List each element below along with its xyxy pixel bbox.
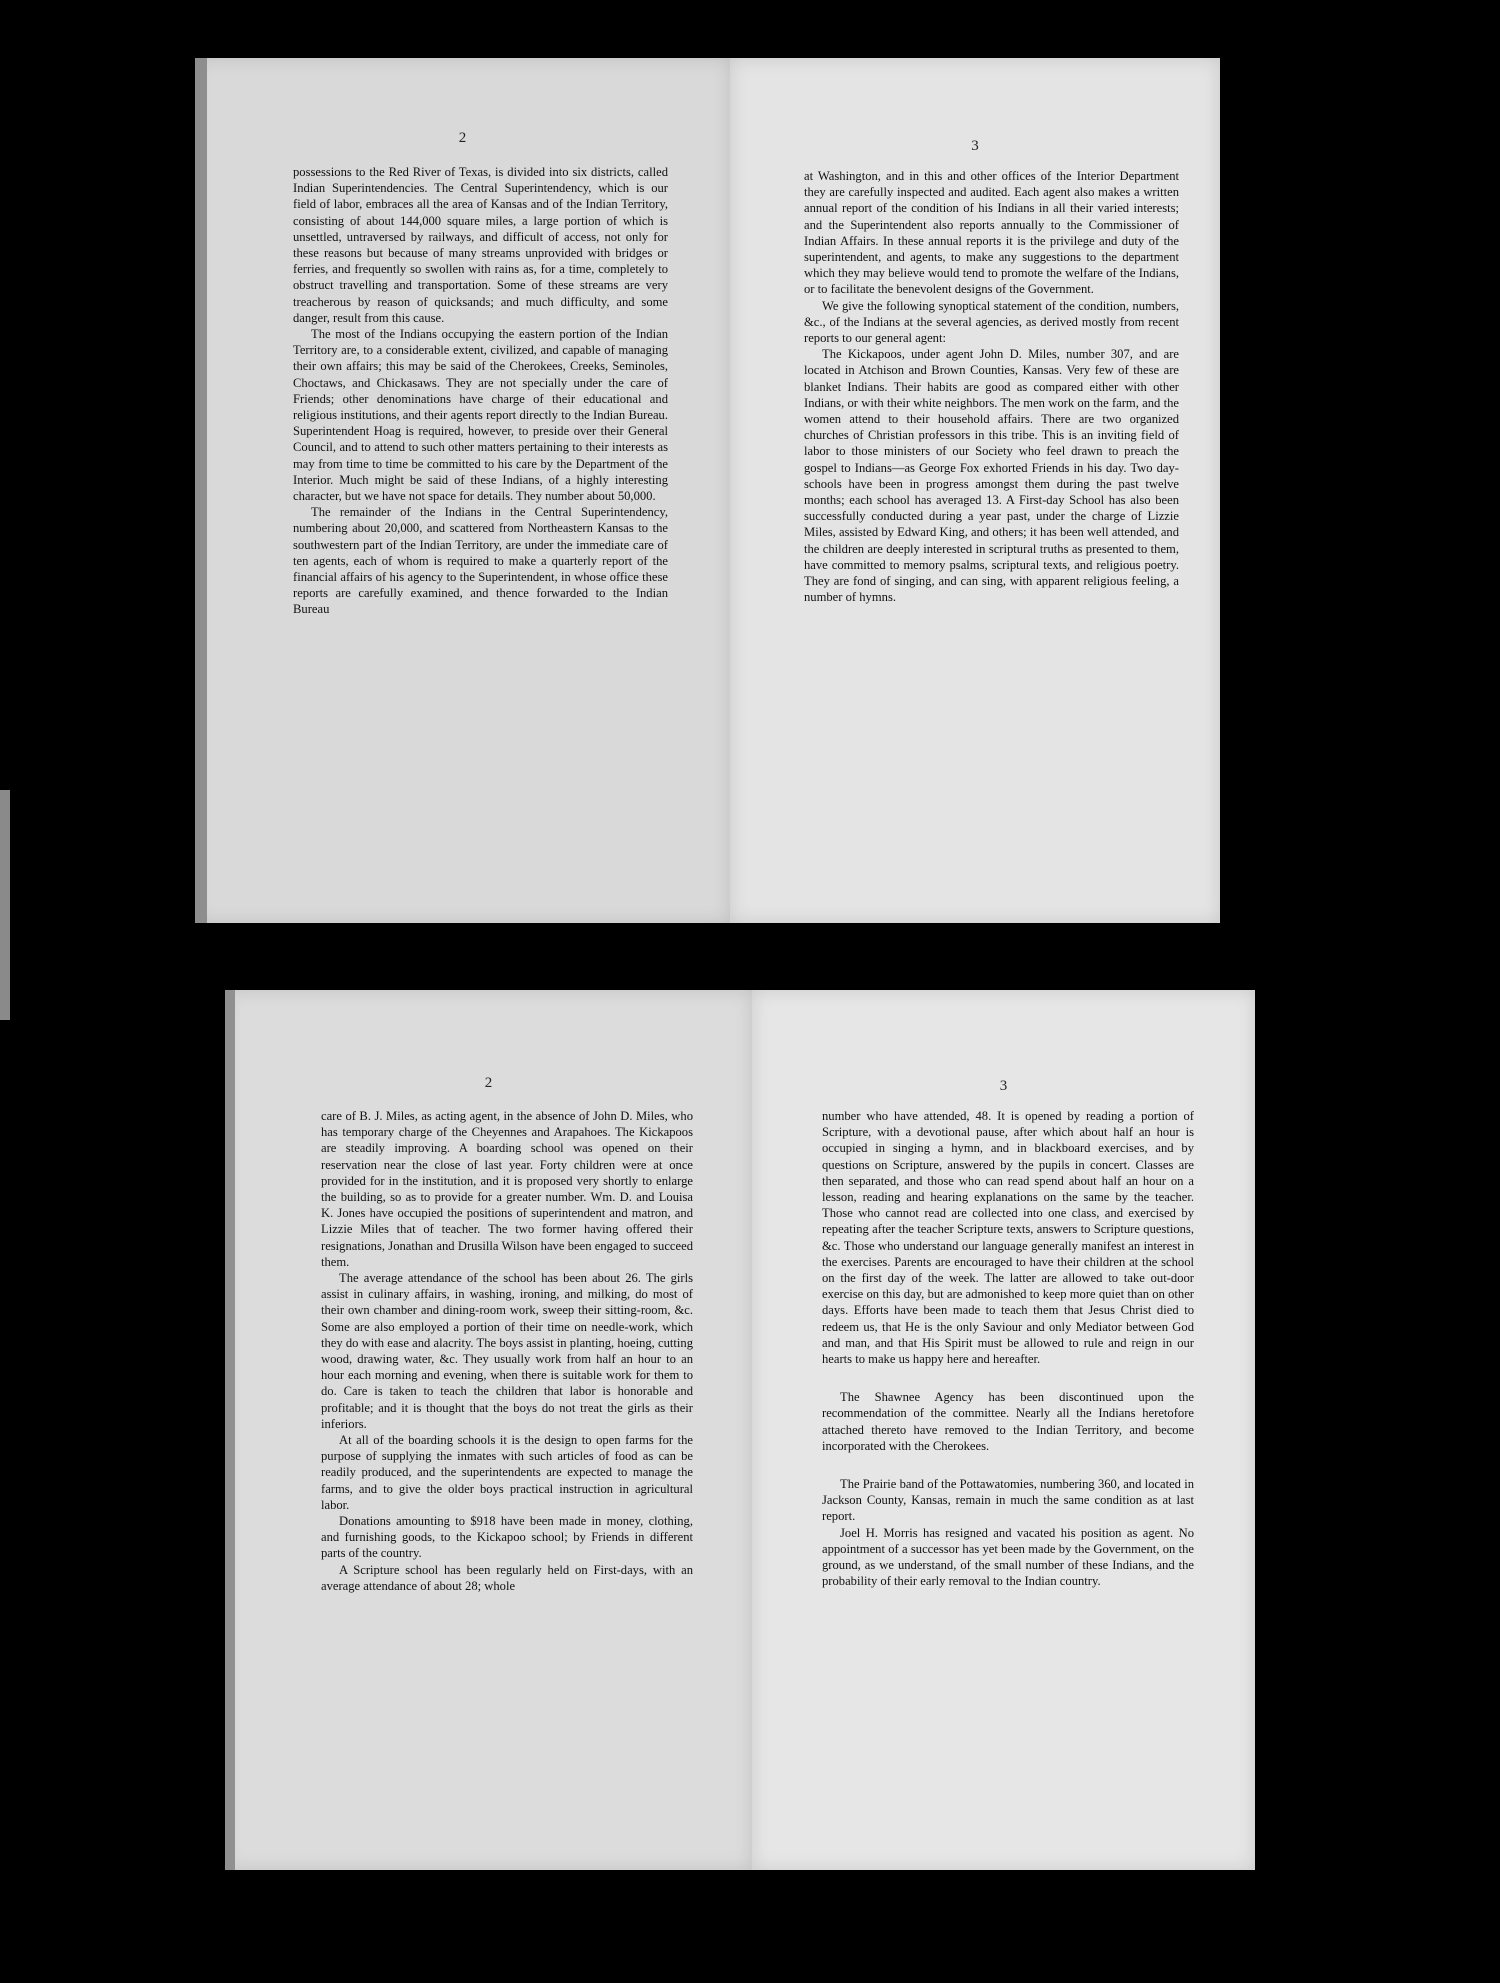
top-spread [195, 58, 1220, 923]
binding-edge [0, 790, 10, 1020]
bottom-right-page [752, 990, 1255, 1870]
page-text [822, 1108, 1194, 1589]
paragraph: at Washington, and in this and other offices of the Interior Department they are carefully inspected and audited. Each agent also makes a written annual report of the condition of his Indians in all their varied interests; and the Superintendent also reports annually to the Commissioner of Indian Affairs. In these annual reports it is the privilege and duty of the superintendent, and agents, to make any suggestions to the department which they may believe would tend to promote the welfare of the Indians, or to facilitate the benevolent designs of the Government. [804, 169, 1179, 297]
page-text [804, 168, 1179, 605]
paragraph: The most of the Indians occupying the eastern portion of the Indian Territory are, to a considerable extent, civilized, and capable of managing their own affairs; this may be said of the Cherokees, Creeks, Seminoles, Choctaws, and Chickasaws. They are not specially under the care of Friends; other denominations have charge of their educational and religious institutions, and their agents report directly to the Indian Bureau. Superintendent Hoag is required, however, to preside over their General Council, and to attend to such other matters pertaining to their interests as may from time to time be committed to his care by the Department of the Interior. Much might be said of these Indians, of a highly interesting character, but we have not space for details. They number about 50,000. [293, 327, 668, 504]
paragraph: The average attendance of the school has been about 26. The girls assist in culinary affairs, in washing, ironing, and milking, do most of their own chamber and dining-room work, sweep their sitting-room, &c. Some are also employed a portion of their time on needle-work, which they do with ease and alacrity. The boys assist in planting, hoeing, cutting wood, drawing water, &c. They usually work from half an hour to an hour each morning and evening, when there is suitable work for them to do. Care is taken to teach the children that labor is honorable and profitable; and it is thought that the boys do not treat the girls as their inferiors. [321, 1271, 693, 1431]
page-number: 3 [971, 138, 979, 154]
paragraph: The Shawnee Agency has been discontinued upon the recommendation of the committee. Nearly all the Indians heretofore attached thereto have removed to the Indian Territory, and become incorporated with the Cherokees. [822, 1390, 1194, 1453]
paragraph: number who have attended, 48. It is opened by reading a portion of Scripture, with a devotional pause, after which about half an hour is occupied in singing a hymn, and in blackboard exercises, and by questions on Scripture, answered by the pupils in concert. Classes are then separated, and those who can read spend about half an hour on a lesson, reading and hearing explanations on the same by the teacher. Those who cannot read are collected into one class, and exercised by repeating after the teacher Scripture texts, answers to Scripture questions, &c. Those who understand our language generally manifest an interest in the exercises. Parents are encouraged to have their children at the school on the first day of the week. The latter are allowed to take out-door exercise on this day, but are admonished to keep more quiet than on other days. Efforts have been made to teach them that Jesus Christ died to redeem us, that He is the only Saviour and only Mediator between God and man, and that His Spirit must be allowed to rule and reign in our hearts to make us happy here and hereafter. [822, 1109, 1194, 1367]
paragraph: At all of the boarding schools it is the design to open farms for the purpose of supplying the inmates with such articles of food as can be readily produced, and the superintendents are expected to manage the farms, and to give the older boys practical instruction in agricultural labor. [321, 1433, 693, 1512]
page-number: 2 [484, 1075, 493, 1091]
paragraph: The remainder of the Indians in the Central Superintendency, numbering about 20,000, and scattered from Northeastern Kansas to the southwestern part of the Indian Territory, are under the immediate care of ten agents, each of whom is required to make a quarterly report of the financial affairs of his agency to the Superintendent, in whose office these reports are carefully examined, and thence forwarded to the Indian Bureau [293, 505, 668, 617]
paragraph: Joel H. Morris has resigned and vacated his position as agent. No appointment of a successor has yet been made by the Government, on the ground, as we understand, of the small number of these Indians, and the probability of their early removal to the Indian country. [822, 1525, 1194, 1589]
top-right-page [730, 58, 1220, 923]
paragraph: possessions to the Red River of Texas, is divided into six districts, called Indian Superintendencies. The Central Superintendency, which is our field of labor, embraces all the area of Kansas and of the Indian Territory, consisting of about 144,000 square miles, a large portion of which is unsettled, untraversed by railways, and difficult of access, not only for these reasons but because of many streams unprovided with bridges or ferries, and frequently so swollen with rains as, for a time, completely to obstruct travelling and transportation. Some of these streams are very treacherous by reason of quicksands; and much difficulty, and some danger, result from this cause. [293, 165, 668, 325]
paragraph: A Scripture school has been regularly held on First-days, with an average attendance of about 28; whole [321, 1562, 693, 1593]
page-text [321, 1108, 693, 1594]
paragraph: care of B. J. Miles, as acting agent, in the absence of John D. Miles, who has temporary charge of the Cheyennes and Arapahoes. The Kickapoos are steadily improving. A boarding school was opened on their reservation near the close of last year. Forty children were at once provided for in the institution, and it is proposed very shortly to enlarge the building, so as to provide for a greater number. Wm. D. and Louisa K. Jones have occupied the positions of superintendent and matron, and Lizzie Miles that of teacher. The two former having offered their resignations, Jonathan and Drusilla Wilson have been engaged to succeed them. [321, 1109, 693, 1269]
page-number: 2 [458, 130, 467, 146]
top-left-page [195, 58, 730, 923]
paragraph: We give the following synoptical statement of the condition, numbers, &c., of the Indians at the several agencies, as derived mostly from recent reports to our general agent: [804, 298, 1179, 346]
paragraph: The Prairie band of the Pottawatomies, numbering 360, and located in Jackson County, Kansas, remain in much the same condition as at last report. [822, 1477, 1194, 1524]
paragraph: The Kickapoos, under agent John D. Miles, number 307, and are located in Atchison and Brown Counties, Kansas. Very few of these are blanket Indians. Their habits are good as compared either with other Indians, or with their white neighbors. The men work on the farm, and the women attend to their household affairs. There are two organized churches of Christian professors in this tribe. This is an inviting field of labor to those ministers of our Society who feel drawn to preach the gospel to Indians—as George Fox exhorted Friends in his day. Two day-schools have been in progress amongst them during the past twelve months; each school has averaged 13. A First-day School has also been successfully conducted during a year past, under the charge of Lizzie Miles, assisted by Edward King, and others; it has been well attended, and the children are deeply interested in scriptural truths as presented to them, have committed to memory psalms, scriptural texts, and religious poetry. They are fond of singing, and can sing, with apparent religious feeling, a number of hymns. [804, 347, 1179, 605]
page-text [293, 164, 668, 618]
bottom-spread [225, 990, 1255, 1870]
paragraph: Donations amounting to $918 have been made in money, clothing, and furnishing goods, to the Kickapoo school; by Friends in different parts of the country. [321, 1514, 693, 1561]
bottom-left-page [225, 990, 752, 1870]
page-number: 3 [999, 1078, 1008, 1094]
